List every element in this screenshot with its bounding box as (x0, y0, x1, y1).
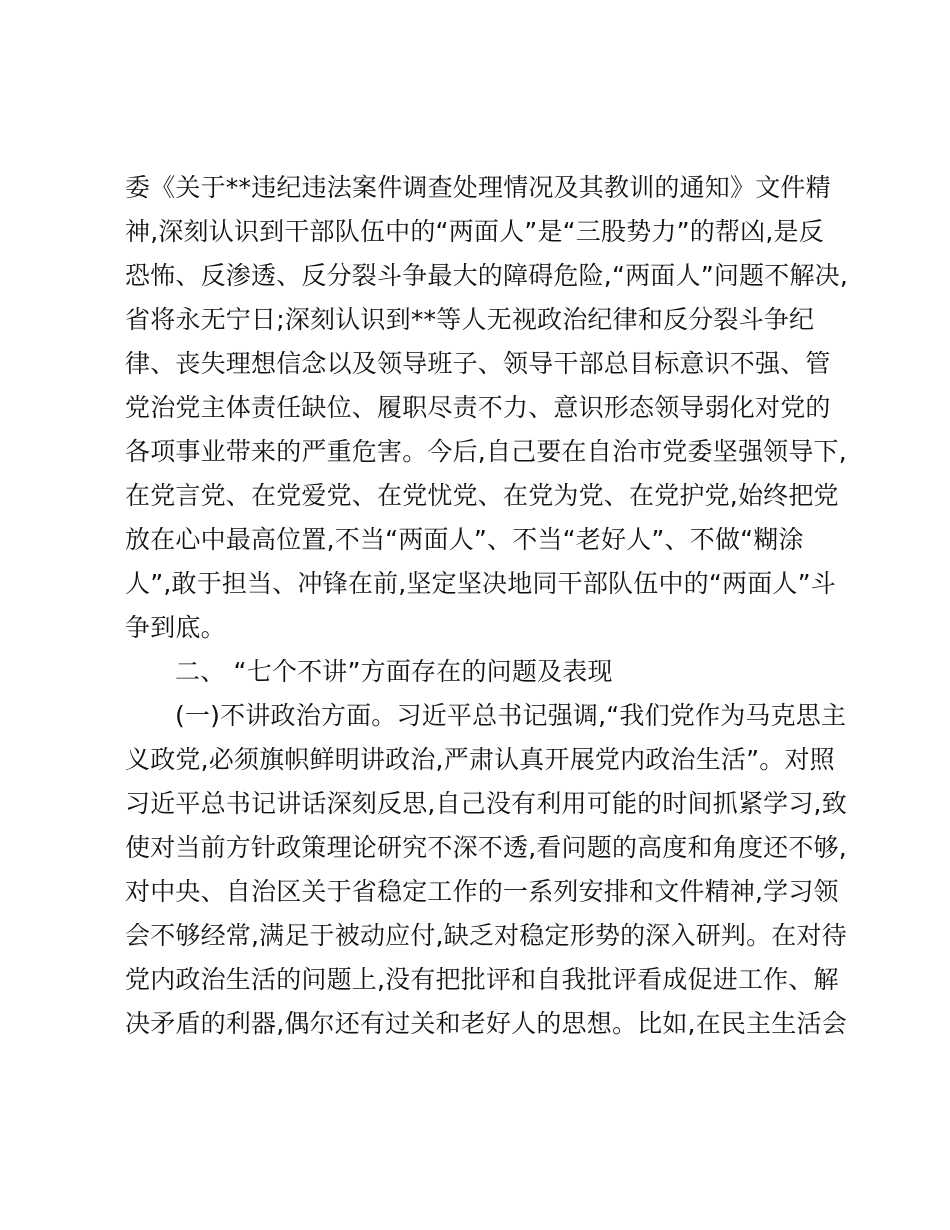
text-line: 在党言党、在党爱党、在党忧党、在党为党、在党护党,始终把党 (125, 481, 839, 510)
text-line: 恐怖、反渗透、反分裂斗争最大的障碍危险,“两面人”问题不解决, (125, 261, 848, 290)
text-line: 习近平总书记讲话深刻反思,自己没有利用可能的时间抓紧学习,致 (125, 789, 847, 818)
document-body (125, 166, 848, 1046)
text-line: 党治党主体责任缺位、履职尽责不力、意识形态领导弱化对党的 (125, 393, 831, 422)
text-line: 委《关于**违纪违法案件调查处理情况及其教训的通知》文件精 (125, 173, 831, 202)
text-line: 决矛盾的利器,偶尔还有过关和老好人的思想。比如,在民主生活会 (125, 1009, 847, 1038)
text-line: 党内政治生活的问题上,没有把批评和自我批评看成促进工作、解 (125, 965, 839, 994)
text-line: 义政党,必须旗帜鲜明讲政治,严肃认真开展党内政治生活”。对照 (125, 745, 835, 774)
paragraph-first-line: (一)不讲政治方面。习近平总书记强调,“我们党作为马克思主 (175, 701, 847, 730)
text-line: 各项事业带来的严重危害。今后,自己要在自治市党委坚强领导下, (125, 437, 847, 466)
text-line: 律、丧失理想信念以及领导班子、领导干部总目标意识不强、管 (125, 349, 831, 378)
text-line: 神,深刻认识到干部队伍中的“两面人”是“三股势力”的帮凶,是反 (125, 217, 824, 246)
text-line: 使对当前方针政策理论研究不深不透,看问题的高度和角度还不够, (125, 833, 847, 862)
section-heading: 二、 “七个不讲”方面存在的问题及表现 (175, 657, 613, 686)
text-line: 人”,敢于担当、冲锋在前,坚定坚决地同干部队伍中的“两面人”斗 (125, 569, 836, 598)
text-line: 争到底。 (125, 613, 226, 642)
text-line: 放在心中最高位置,不当“两面人”、不当“老好人”、不做“糊涂 (125, 525, 804, 554)
text-line: 省将永无宁日;深刻认识到**等人无视政治纪律和反分裂斗争纪 (125, 305, 815, 334)
text-line: 会不够经常,满足于被动应付,缺乏对稳定形势的深入研判。在对待 (125, 921, 847, 950)
text-line: 对中央、自治区关于省稳定工作的一系列安排和文件精神,学习领 (125, 877, 839, 906)
